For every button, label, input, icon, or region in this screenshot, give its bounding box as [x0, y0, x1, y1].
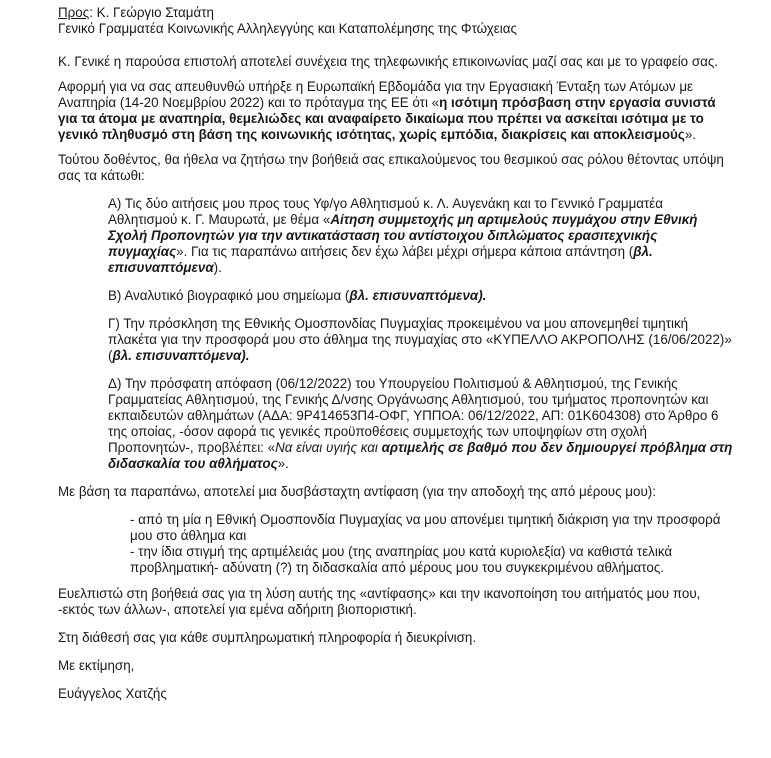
item-d-end: ».	[277, 456, 289, 471]
paragraph-intro: Κ. Γενικέ η παρούσα επιστολή αποτελεί συνέχεια της τηλεφωνικής επικοινωνίας μαζί σας και με το γραφείο σας.	[58, 54, 719, 69]
item-c	[108, 316, 733, 364]
item-a-text: Α) Τις δύο αιτήσεις μου προς τους Υφ/γο Αθλητισμού κ. Λ. Αυγενάκη και το Γεννικό Γραμματέα Αθλητισμού κ. Γ. Μαυρωτά, με θέμα «	[108, 196, 664, 227]
list-item: - την ίδια στιγμή της αρτιμέλειάς μου (της αναπηρίας μου κατά κυριολεξία) να καθιστά τελικά προβληματική- αδύνατη (?) τη διδασκαλία από μέρους μου του συγκεκριμένου αθλήματος.	[130, 544, 673, 575]
item-c-text: Γ) Την πρόσκληση της Εθνικής Ομοσπονδίας Πυγμαχίας προκειμένου να μου απονεμηθεί τιμητική πλακέτα για την προσφορά μου στο άθλημα της πυγμαχίας στο «ΚΥΠΕΛΛΟ ΑΚΡΟΠΟΛΗΣ (16/06/2022)» (	[108, 316, 732, 363]
reason-text: Αφορμή για να σας απευθυνθώ υπήρξε η Ευρωπαϊκή Εβδομάδα για την Εργασιακή Ένταξη των Ατόμων με Αναπηρία (14-20 Νοεμβρίου 2022) και το πρόταγμα της ΕΕ ότι «	[58, 79, 694, 110]
item-a-attach: βλ. επισυναπτόμενα	[108, 244, 653, 275]
recipient-name: : Κ. Γεώργιο Σταμάτη	[89, 5, 214, 20]
reason-end: ».	[684, 127, 696, 142]
item-a-end: ).	[213, 260, 222, 275]
closing: Με εκτίμηση,	[58, 658, 135, 673]
item-b	[108, 288, 733, 304]
paragraph-contradiction: Με βάση τα παραπάνω, αποτελεί μια δυσβάσταχτη αντίφαση (για την αποδοχή της από μέρους μου):	[58, 484, 656, 499]
item-a-subject: Αίτηση συμμετοχής μη αρτιμελούς πυγμάχου στην Εθνική Σχολή Προπονητών για την αντικατάσταση του αντίστοιχου διπλώματος ερασιτεχνικής πυγμαχίας	[108, 212, 698, 259]
contradiction-list	[130, 512, 730, 576]
item-c-attach: βλ. επισυναπτόμενα).	[112, 348, 250, 363]
paragraph-hope: Ευελπιστώ στη βοήθειά σας για τη λύση αυτής της «αντίφασης» και την ικανοποίηση του αιτήματός μου που, -εκτός των άλλων-, αποτελεί για εμένα αδήριτη βιοποριστική.	[58, 586, 701, 617]
signature: Ευάγγελος Χατζής	[58, 686, 167, 701]
item-b-text: Β) Αναλυτικό βιογραφικό μου σημείωμα (	[108, 288, 350, 303]
recipient-line	[58, 5, 738, 21]
item-b-attach: βλ. επισυναπτόμενα).	[349, 288, 487, 303]
paragraph-request: Τούτου δοθέντος, θα ήθελα να ζητήσω την βοήθειά σας επικαλούμενος του θεσμικού σας ρόλου θέτοντας υπόψη σας τα κάτωθι:	[58, 152, 724, 183]
list-item: - από τη μία η Εθνική Ομοσπονδία Πυγμαχίας να μου απονέμει τιμητική διάκριση για την προσφορά μου στο άθλημα και	[130, 512, 721, 543]
paragraph-reason	[58, 79, 738, 143]
recipient-title: Γενικό Γραμματέα Κοινωνικής Αλληλεγγύης και Καταπολέμησης της Φτώχειας	[58, 21, 517, 36]
item-a	[108, 196, 733, 276]
to-label: Προς	[58, 5, 90, 20]
item-d-text: Δ) Την πρόσφατη απόφαση (06/12/2022) του Υπουργείου Πολιτισμού & Αθλητισμού, της Γενικής Γραμματείας Αθλητισμού, της Γενικής Δ/νσης Οργάνωσης Αθλητισμού, του τμήματος προπονητών και εκπαιδευτών αθλημάτων (ΑΔΑ: 9Ρ414653Π4-ΟΦΓ, ΥΠΠΟΑ: 06/12/2022, ΑΠ: 01Κ604308) στο Άρθρο 6 της οποίας, -όσον αφορά τις γενικές προϋποθέσεις συμμετοχής των υποψηφίων στη σχολή Προπονητών-, προβλέπει: «	[108, 376, 719, 455]
item-d-quote-bold: αρτιμελής σε βαθμό που δεν δημιουργεί πρόβλημα στη διδασκαλία του αθλήματος	[108, 440, 733, 471]
letter	[58, 5, 738, 702]
item-a-mid: ». Για τις παραπάνω αιτήσεις δεν έχω λάβει μέχρι σήμερα κάποια απάντηση (	[176, 244, 634, 259]
item-d-quote-italic: Να είναι υγιής και	[275, 440, 382, 455]
recipient-block	[58, 5, 738, 37]
reason-quote: η ισότιμη πρόσβαση στην εργασία συνιστά για τα άτομα με αναπηρία, θεμελιώδες και αναφαίρετο δικαίωμα που πρέπει να ασκείται ισότιμα με το γενικό πληθυσμό στη βάση της κοινωνικής ισότητας, χωρίς εμπόδια, διακρίσεις και αποκλεισμούς	[58, 95, 716, 142]
item-d	[108, 376, 733, 472]
paragraph-availability: Στη διάθεσή σας για κάθε συμπληρωματική πληροφορία ή διευκρίνιση.	[58, 630, 477, 645]
